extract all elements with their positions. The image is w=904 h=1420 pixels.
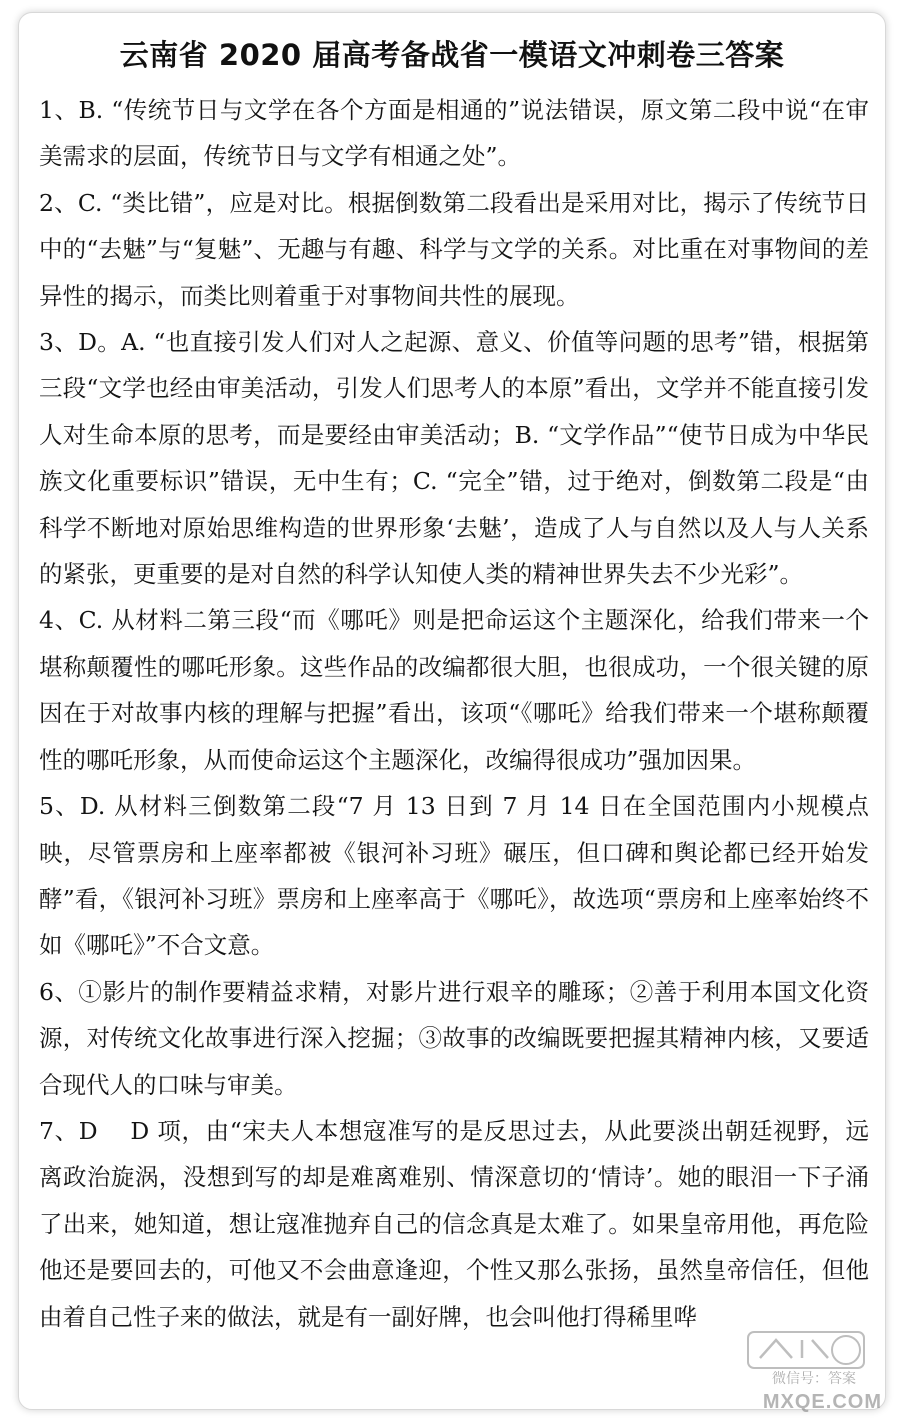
answer-4: 4、C. 从材料二第三段“而《哪吒》则是把命运这个主题深化，给我们带来一个堪称颠覆性的哪吒形象。这些作品的改编都很大胆，也很成功，一个很关键的原因在于对故事内核的理解与把握”看出，该项“《哪吒》给我们带来一个堪称颠覆性的哪吒形象，从而使命运这个主题深化，改编得很成功”强加因果。 <box>39 606 869 774</box>
answer-7: 7、D D 项，由“宋夫人本想寇准写的是反思过去，从此要淡出朝廷视野，远离政治旋涡，没想到写的却是难离难别、情深意切的‘情诗’。她的眼泪一下子涌了出来，她知道，想让寇准抛弃自己的信念真是太难了。如果皇帝用他，再危险他还是要回去的，可他又不会曲意逢迎，个性又那么张扬，虽然皇帝信任，但他由着自己性子来的做法，就是有一副好牌，也会叫他打得稀里哗 <box>39 1116 869 1331</box>
answer-body <box>39 87 869 1340</box>
answer-6: 6、①影片的制作要精益求精，对影片进行艰辛的雕琢；②善于利用本国文化资源，对传统文化故事进行深入挖掘；③故事的改编既要把握其精神内核，又要适合现代人的口味与审美。 <box>39 977 869 1099</box>
watermark <box>726 1326 886 1416</box>
answer-2: 2、C. “类比错”，应是对比。根据倒数第二段看出是采用对比，揭示了传统节日中的“去魅”与“复魅”、无趣与有趣、科学与文学的关系。对比重在对事物间的差异性的揭示，而类比则着重于对事物间共性的展现。 <box>39 188 869 310</box>
document-title: 云南省 2020 届高考备战省一模语文冲刺卷三答案 <box>119 38 785 72</box>
watermark-site: MXQE.COM <box>762 1391 882 1413</box>
answer-1: 1、B. “传统节日与文学在各个方面是相通的”说法错误，原文第二段中说“在审美需求的层面，传统节日与文学有相通之处”。 <box>39 96 869 171</box>
document-card <box>18 12 886 1410</box>
watermark-wechat-label: 微信号：答案 <box>772 1371 856 1387</box>
answer-3: 3、D。A. “也直接引发人们对人之起源、意义、价值等问题的思考”错，根据第三段“文学也经由审美活动，引发人们思考人的本原”看出，文学并不能直接引发人对生命本原的思考，而是要经由审美活动；B. “文学作品”“使节日成为中华民族文化重要标识”错误，无中生有；C. “完全”错，过于绝对，倒数第二段是“由科学不断地对原始思维构造的世界形象‘去魅’，造成了人与自然以及人与人关系的紧张，更重要的是对自然的科学认知使人类的精神世界失去不少光彩”。 <box>39 328 869 589</box>
answer-5: 5、D. 从材料三倒数第二段“7 月 13 日到 7 月 14 日在全国范围内小规模点映，尽管票房和上座率都被《银河补习班》碾压，但口碑和舆论都已经开始发酵”看，《银河补习班》票房和上座率高于《哪吒》，故选项“票房和上座率始终不如《哪吒》”不合文意。 <box>39 792 869 960</box>
watermark-seal-icon <box>746 1328 866 1372</box>
